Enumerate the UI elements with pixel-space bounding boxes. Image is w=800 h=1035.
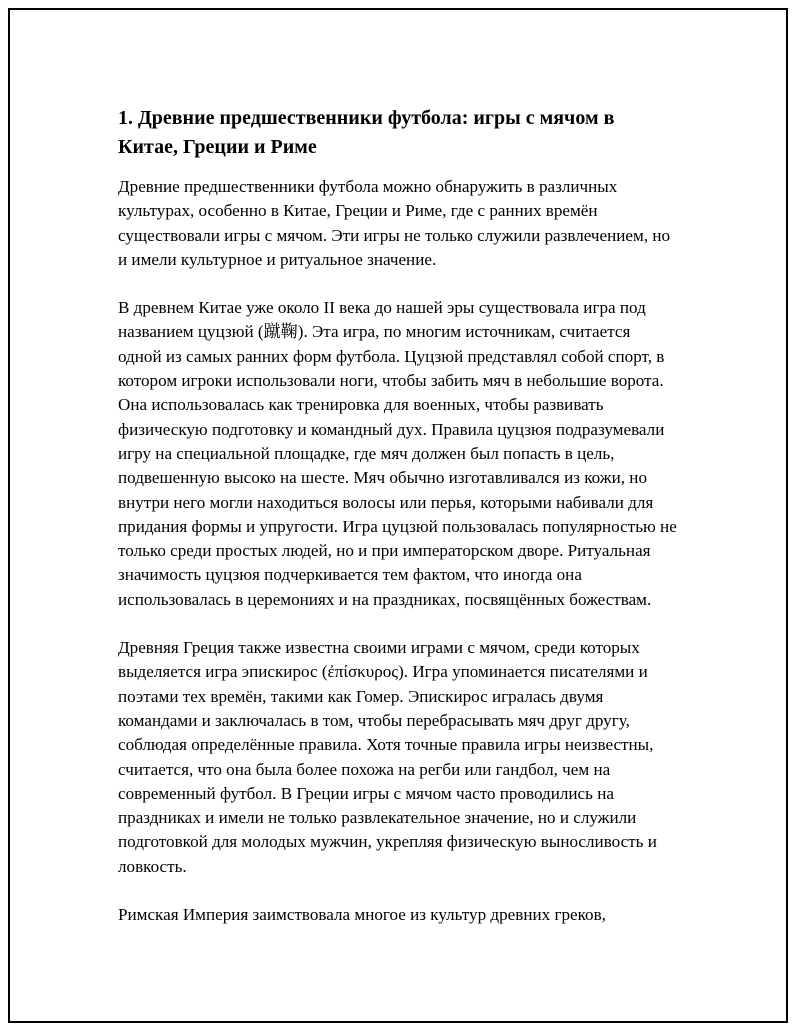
paragraph-greece: Древняя Греция также известна своими играми с мячом, среди которых выделяется игра эпискирос (ἐπίσκυρος). Игра упоминается писателями и поэтами тех времён, такими как Гомер. Эпискирос игралась двумя командами и заключалась в том, чтобы перебрасывать мяч друг другу, соблюдая определённые правила. Хотя точные правила игры неизвестны, считается, что она была более похожа на регби или гандбол, чем на современный футбол. В Греции игры с мячом часто проводились на праздниках и имели не только развлекательное значение, но и служили подготовкой для молодых мужчин, укрепляя физическую выносливость и ловкость. bbox=[118, 638, 657, 876]
section-heading: 1. Древние предшественники футбола: игры с мячом в Китае, Греции и Риме bbox=[118, 107, 615, 158]
paragraph-china: В древнем Китае уже около II века до нашей эры существовала игра под названием цуцзюй (蹴鞠). Эта игра, по многим источникам, считается одной из самых ранних форм футбола. Цуцзюй представлял собой спорт, в котором игроки использовали ноги, чтобы забить мяч в небольшие ворота. Она использовалась как тренировка для военных, чтобы развивать физическую подготовку и командный дух. Правила цуцзюя подразумевали игру на специальной площадке, где мяч должен был попасть в цель, подвешенную высоко на шесте. Мяч обычно изготавливался из кожи, но внутри него могли находиться волосы или перья, которыми набивали для придания формы и упругости. Игра цуцзюй пользовалась популярностью не только среди простых людей, но и при императорском дворе. Ритуальная значимость цуцзюя подчеркивается тем фактом, что иногда она использовалась в церемониях и на праздниках, посвящённых божествам. bbox=[118, 298, 677, 609]
paragraph-intro: Древние предшественники футбола можно обнаружить в различных культурах, особенно в Китае, Греции и Риме, где с ранних времён существовали игры с мячом. Эти игры не только служили развлечением, но и имели культурное и ритуальное значение. bbox=[118, 177, 671, 269]
paragraph-rome: Римская Империя заимствовала многое из культур древних греков, bbox=[118, 905, 606, 925]
document-body bbox=[118, 104, 678, 951]
page-frame bbox=[8, 8, 788, 1023]
